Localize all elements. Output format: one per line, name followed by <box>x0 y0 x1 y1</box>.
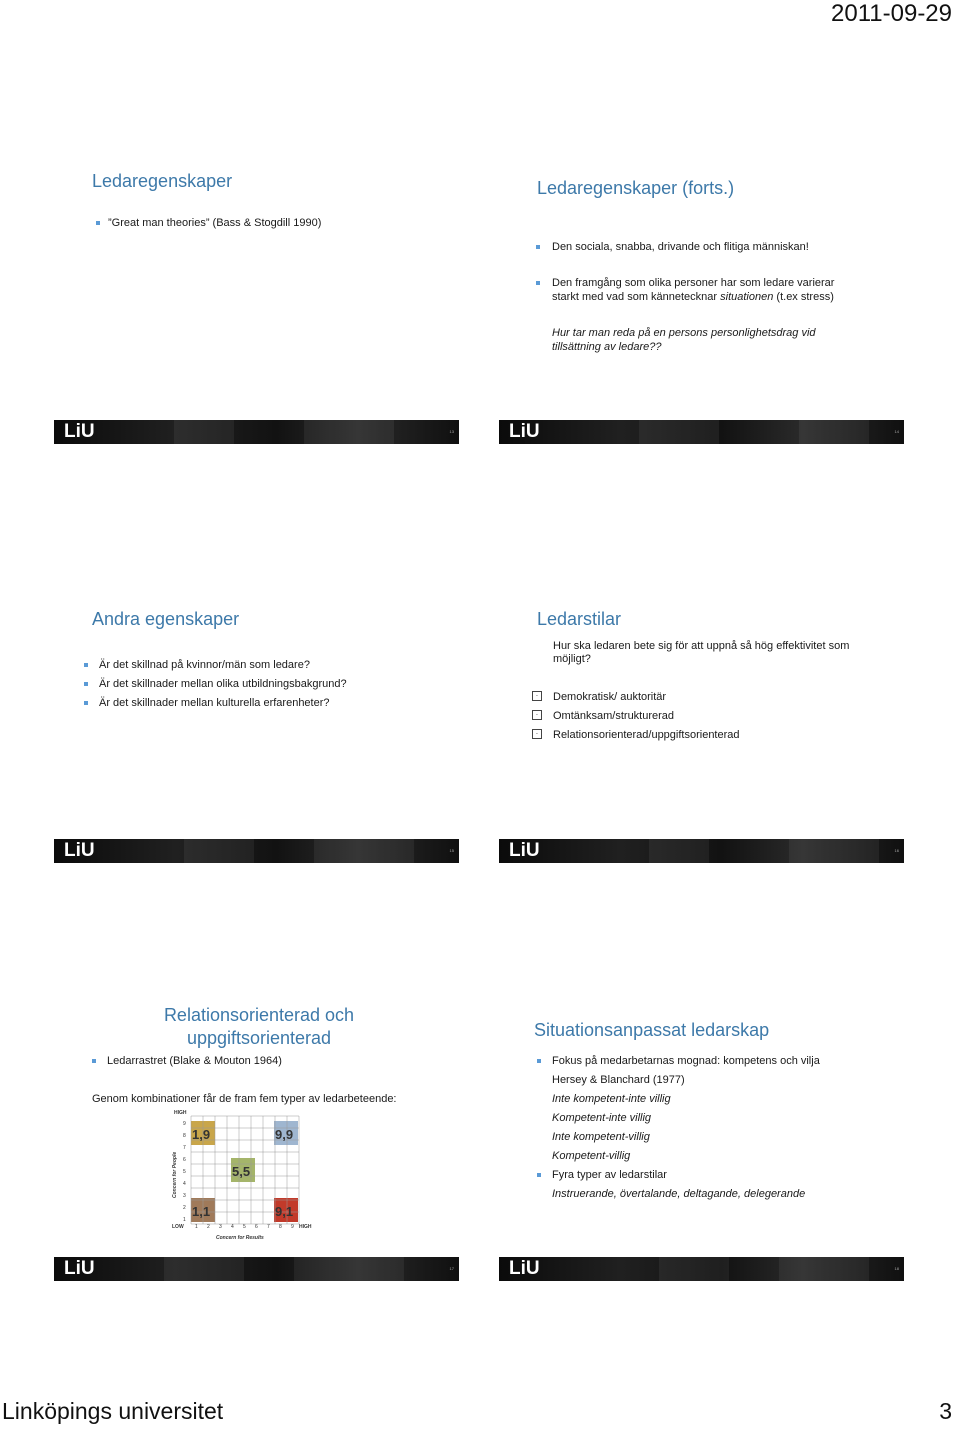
bullet-icon <box>536 281 540 285</box>
slide-title: Situationsanpassat ledarskap <box>534 1020 770 1040</box>
x-tick-label: 9 <box>291 1224 294 1230</box>
sub-text: Inte kompetent-inte villig <box>552 1093 671 1105</box>
x-axis-high-label: HIGH <box>299 1224 312 1230</box>
slide-footer-bar <box>499 1257 904 1281</box>
bullet-icon <box>84 701 88 705</box>
sub-text: Inte kompetent-villig <box>552 1131 650 1143</box>
liu-logo: LiU <box>509 840 540 861</box>
sub-text: Kompetent-villig <box>552 1150 631 1162</box>
text-part: starkt med vad som kännetecknar <box>552 291 721 303</box>
list-item: Relationsorienterad/uppgiftsorienterad <box>553 729 740 741</box>
x-axis-low-label: LOW <box>172 1224 184 1230</box>
y-tick-label: 1 <box>183 1217 186 1223</box>
checkbox-bullet-icon: · <box>532 729 542 739</box>
bullet-text: Den framgång som olika personer har som ledare varierar <box>552 277 835 289</box>
liu-logo: LiU <box>509 1258 540 1279</box>
bullet-icon <box>84 663 88 667</box>
footer-organization: Linköpings universitet <box>2 1398 224 1424</box>
y-axis-title: Concern for People <box>172 1151 178 1198</box>
x-tick-label: 3 <box>219 1224 222 1230</box>
text-part: (t.ex stress) <box>773 291 834 303</box>
bullet-text: Fyra typer av ledarstilar <box>552 1169 667 1181</box>
sub-text: Kompetent-inte villig <box>552 1112 652 1124</box>
x-tick-label: 6 <box>255 1224 258 1230</box>
footer-page-number: 3 <box>939 1398 952 1424</box>
checkbox-bullet-icon: · <box>532 710 542 720</box>
y-tick-label: 4 <box>183 1181 186 1187</box>
slide-number: 16 <box>894 848 899 853</box>
y-tick-label: 3 <box>183 1193 186 1199</box>
y-tick-label: 5 <box>183 1169 186 1175</box>
x-tick-label: 2 <box>207 1224 210 1230</box>
grid-cell-1-1-label: 1,1 <box>192 1204 211 1219</box>
x-axis-ticks <box>195 1224 294 1230</box>
header-date: 2011-09-29 <box>831 0 952 27</box>
slide-footer-bar <box>54 1257 459 1281</box>
slide-number: 15 <box>449 848 454 853</box>
slide-footer-bar <box>54 839 459 863</box>
slide-15 <box>54 600 464 1040</box>
slide-number: 14 <box>894 429 899 434</box>
managerial-grid-figure <box>170 1108 315 1243</box>
bullet-text: Är det skillnad på kvinnor/män som ledare? <box>99 659 310 671</box>
grid-cell-9-9-label: 9,9 <box>275 1127 294 1142</box>
x-tick-label: 5 <box>243 1224 246 1230</box>
slide-title-line: Relationsorienterad och <box>163 1005 355 1025</box>
bullet-text: Är det skillnader mellan kulturella erfarenheter? <box>99 697 330 709</box>
slide-title: Ledaregenskaper (forts.) <box>537 178 735 198</box>
bullet-text: Fokus på medarbetarnas mognad: kompetens och vilja <box>552 1055 820 1067</box>
x-tick-label: 7 <box>267 1224 270 1230</box>
bullet-text: Den sociala, snabba, drivande och flitiga människan! <box>552 241 809 253</box>
bullet-text: Ledarrastret (Blake & Mouton 1964) <box>107 1055 282 1067</box>
slide-18 <box>499 1000 909 1440</box>
intro-line: Hur ska ledaren bete sig för att uppnå så hög effektivitet som <box>553 640 850 652</box>
slide-footer-bar <box>499 839 904 863</box>
slide-footer-bar <box>499 420 904 444</box>
x-axis-title: Concern for Results <box>216 1235 264 1241</box>
liu-logo: LiU <box>64 421 95 442</box>
slide-17 <box>54 1000 464 1440</box>
intro-line: möjligt? <box>553 653 591 665</box>
sub-text: Instruerande, övertalande, deltagande, delegerande <box>552 1188 806 1200</box>
question-line: tillsättning av ledare?? <box>552 341 662 353</box>
y-tick-label: 8 <box>183 1133 186 1139</box>
y-tick-label: 7 <box>183 1145 186 1151</box>
y-axis-ticks <box>183 1121 186 1223</box>
grid-cell-9-1-label: 9,1 <box>275 1204 294 1219</box>
slide-13 <box>54 160 464 600</box>
bullet-icon <box>96 221 100 225</box>
slide-footer-bar <box>54 420 459 444</box>
x-tick-label: 4 <box>231 1224 234 1230</box>
bullet-text-continued <box>552 290 834 304</box>
slide-16 <box>499 600 909 1040</box>
bullet-icon <box>537 1173 541 1177</box>
slide-title: Andra egenskaper <box>92 609 240 629</box>
liu-logo: LiU <box>509 421 540 442</box>
question-line: Hur tar man reda på en persons personlighetsdrag vid <box>552 327 816 339</box>
y-tick-label: 2 <box>183 1205 186 1211</box>
slide-number: 17 <box>449 1266 454 1271</box>
slide-title: Ledarstilar <box>537 609 622 629</box>
slide-title: Ledaregenskaper <box>92 171 233 191</box>
sub-text: Hersey & Blanchard (1977) <box>552 1074 685 1086</box>
y-tick-label: 6 <box>183 1157 186 1163</box>
text-italic-part: situationen <box>720 291 774 303</box>
bullet-icon <box>536 245 540 249</box>
x-tick-label: 1 <box>195 1224 198 1230</box>
bullet-icon <box>84 682 88 686</box>
slide-number: 13 <box>449 429 454 434</box>
liu-logo: LiU <box>64 1258 95 1279</box>
grid-cell-5-5-label: 5,5 <box>232 1164 251 1179</box>
y-tick-label: 9 <box>183 1121 186 1127</box>
bullet-icon <box>92 1059 96 1063</box>
grid-cell-1-9-label: 1,9 <box>192 1127 211 1142</box>
y-axis-high-label: HIGH <box>174 1110 187 1116</box>
liu-logo: LiU <box>64 840 95 861</box>
slide-14 <box>499 160 909 600</box>
list-item: Demokratisk/ auktoritär <box>553 691 667 703</box>
bullet-text: ”Great man theories” (Bass & Stogdill 1990) <box>108 217 322 229</box>
body-text: Genom kombinationer får de fram fem typer av ledarbeteende: <box>92 1093 397 1105</box>
list-item: Omtänksam/strukturerad <box>553 710 675 722</box>
x-tick-label: 8 <box>279 1224 282 1230</box>
checkbox-bullet-icon: · <box>532 691 542 701</box>
slide-number: 18 <box>894 1266 899 1271</box>
bullet-text: Är det skillnader mellan olika utbildningsbakgrund? <box>99 678 347 690</box>
bullet-icon <box>537 1059 541 1063</box>
slide-title-line: uppgiftsorienterad <box>186 1028 332 1048</box>
